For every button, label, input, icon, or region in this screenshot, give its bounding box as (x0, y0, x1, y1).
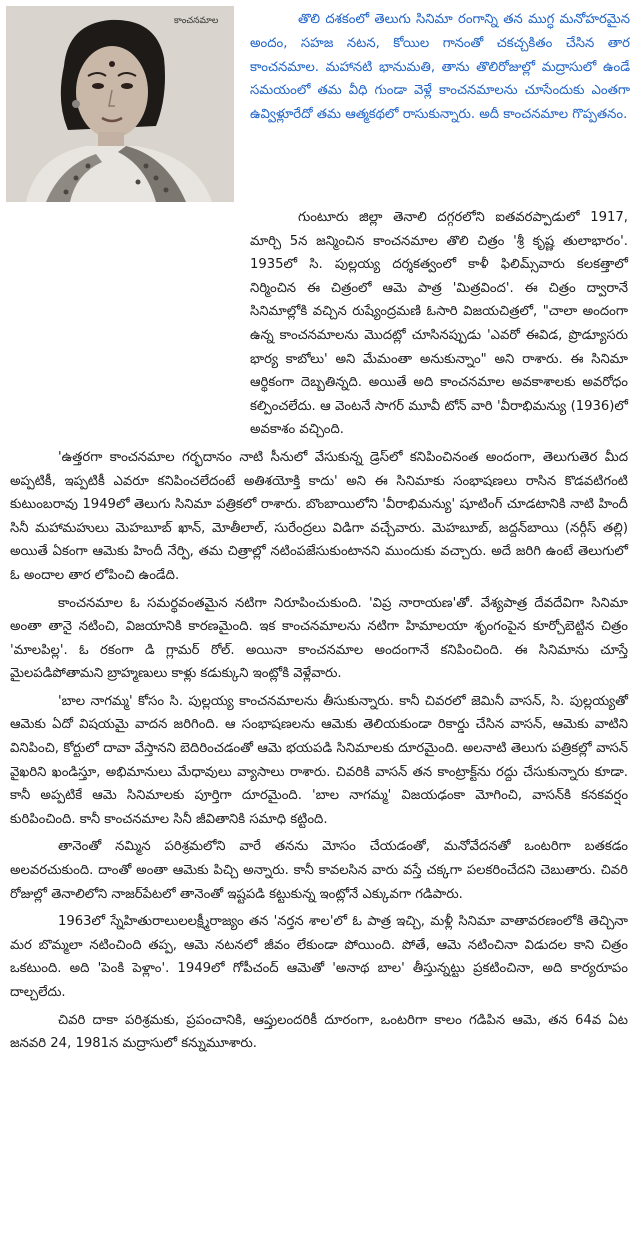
portrait-photo (6, 6, 234, 202)
body-paragraph-7: చివరి దాకా పరిశ్రమకు, ప్రపంచానికి, ఆప్తులందరికీ దూరంగా, ఒంటరిగా కాలం గడిపిన ఆమె, తన 64వ ఏట జనవరి 24, 1981న మద్రాసులో కన్నుమూశారు. (10, 1012, 628, 1052)
body-paragraph-1: గుంటూరు జిల్లా తెనాలి దగ్గరలోని ఐతవరప్పాడులో 1917, మార్చి 5న జన్మించిన కాంచనమాల తొలి చిత్రం 'శ్రీ కృష్ణ తులాభారం'. 1935లో సి. పుల్లయ్య దర్శకత్వంలో కాళీ ఫిలిమ్స్‌వారు కలకత్తాలో నిర్మించిన ఈ చిత్రంలో ఆమె పాత్ర 'మిత్రవింద'. ఈ చిత్రం ద్వారానే సినిమాల్లోకి వచ్చిన రుష్యేంద్రమణి ఓసారి విజయచిత్రలో, "చాలా అందంగా ఉన్న కాంచనమాలను మొదట్లో చూసినప్పుడు 'ఎవరో ఈవిడ, ప్రొడ్యూసరు భార్య కాబోలు' అని మేమంతా అనుకున్నాం" అని రాశారు. ఈ సినిమా ఆర్థికంగా దెబ్బతిన్నది. అయితే అది కాంచనమాల అవకాశాలకు అవరోధం కల్పించలేదు. ఆ వెంటనే సాగర్ మూవీ టోన్ వారి 'వీరాభిమన్యు (1936)లో అవకాశం వచ్చింది. (250, 210, 628, 438)
article-body (10, 208, 628, 1060)
intro-paragraph: తొలి దశకంలో తెలుగు సినిమా రంగాన్ని తన ముగ్ధ మనోహరమైన అందం, సహజ నటన, కోయిల గానంతో చకచ్చకితం చేసిన తార కాంచనమాల. మహానటి భానుమతి, తాను తొలిరోజుల్లో మద్రాసులో ఉండే సమయంలో తమ వీధి గుండా వెళ్లే కాంచనమాలను చూసేందుకు ఎంతగా ఉవ్విళ్లూరేదో తమ ఆత్మకథలో రాసుకున్నారు. అదీ కాంచనమాల గొప్పతనం. (250, 12, 630, 123)
body-paragraph-4: 'బాల నాగమ్మ' కోసం సి. పుల్లయ్య కాంచనమాలను తీసుకున్నారు. కానీ చివరలో జెమినీ వాసన్, సి. పుల్లయ్యతో ఆమెకు ఏదో విషయమై వాదన జరిగింది. ఆ సంభాషణలను ఆమెకు తెలియకుండా రికార్డు చేసిన వాసన్, ఆమెకు వాటిని వినిపించి, కోర్టులో దావా వేస్తానని బెదిరించడంతో ఆమె భయపడి సినిమాలకు దూరమైంది. అలనాటి తెలుగు పత్రికల్లో వాసన్ వైఖరిని ఖండిస్తూ, అభిమానులు మేధావులు వ్యాసాలు రాశారు. చివరికి వాసన్ తన కాంట్రాక్ట్‌ను రద్దు చేసుకున్నారు కూడా. కానీ అప్పటికే ఆమె సినిమాలకు పూర్తిగా దూరమైంది. 'బాల నాగమ్మ' విజయఢంకా మోగించి, వాసన్‌కి కనకవర్షం కురిపించింది. కానీ కాంచనమాల సినీ జీవితానికి సమాధి కట్టింది. (10, 693, 628, 827)
body-paragraph-5: తానెంతో నమ్మిన పరిశ్రమలోని వారే తనను మోసం చేయడంతో, మనోవేదనతో ఒంటరిగా బతకడం అలవరచుకుంది. దాంతో అంతా ఆమెకు పిచ్చి అన్నారు. కానీ కావలసిన వారు వస్తే చక్కగా పలకరించేదని చెబుతారు. చివరి రోజుల్లో తెనాలిలోని నాజర్‌పేటలో తానెంతో ఇష్టపడి కట్టుకున్న ఇంట్లోనే ఎక్కువగా గడిపారు. (10, 839, 628, 902)
photo-caption: కాంచనమాల (174, 16, 219, 26)
body-paragraph-6: 1963లో స్నేహితురాలులలక్ష్మీరాజ్యం తన 'నర్తన శాల'లో ఓ పాత్ర ఇచ్చి, మళ్లీ సినిమా వాతావరణంలోకి తెచ్చినా మర బొమ్మలా నటించింది తప్ప, ఆమె నటనలో జీవం లేకుండా పోయింది. పోతే, ఆమె నటించినా విడుదల కాని చిత్రం ఒకటుంది. అది 'పెంకి పెళ్లాం'. 1949లో గోపీచంద్ ఆమెతో 'అనాథ బాల' తీస్తున్నట్టు ప్రకటించినా, అది కార్యరూపం దాల్చలేదు. (10, 914, 628, 1000)
portrait-illustration (6, 6, 234, 202)
body-paragraph-3: కాంచనమాల ఓ సమర్థవంతమైన నటిగా నిరూపించుకుంది. 'విప్ర నారాయణ'తో. వేశ్యపాత్ర దేవదేవిగా సినిమా అంతా తానై నటించి, విజయానికి కారణమైంది. ఇక కాంచనమాలను నటిగా హిమాలయా శృంగంపైన కూర్చోబెట్టిన చిత్రం 'మాలపిల్ల'. ఓ రకంగా డి గ్లామర్ రోల్. అయినా కాంచనమాల అందంగానే కనిపించింది. ఈ సినిమాను చూస్తే మైలపడిపోతామని బ్రాహ్మణులు కాళ్లు కడుక్కుని ఇంట్లోకి వెళ్లేవారు. (10, 595, 628, 682)
body-paragraph-2: 'ఉత్తరగా కాంచనమాల గర్భదానం నాటి సీనులో వేసుకున్న డ్రెస్‌లో కనిపించినంత అందంగా, తెలుగుతెర మీద అప్పటికీ, ఇప్పటికీ ఎవరూ కనిపించలేదంటే అతిశయోక్తి కాదు' అని ఈ సినిమాకు సంభాషణలు రాసిన కొడవటిగంటి కుటుంబరావు 1949లో తెలుగు సినిమా పత్రికలో రాశారు. బొంబాయిలోని 'వీరాభిమన్యు' షూటింగ్ చూడటానికి నాటి హిందీ సినీ మహామహులు మెహబూబ్ ఖాన్, మోతీలాల్, సురేంద్రలు విడిగా వచ్చేవారు. మెహబూబ్, జద్దన్‌బాయి (నర్గీస్ తల్లి) అయితే ఏకంగా ఆమెకు హిందీ నేర్పి, తమ చిత్రాల్లో నటింపజేసుకుంటానని ముందుకు వచ్చారు. అదే జరిగి ఉంటే తెలుగులో ఓ అందాల తార లోపించి ఉండేది. (10, 449, 628, 583)
